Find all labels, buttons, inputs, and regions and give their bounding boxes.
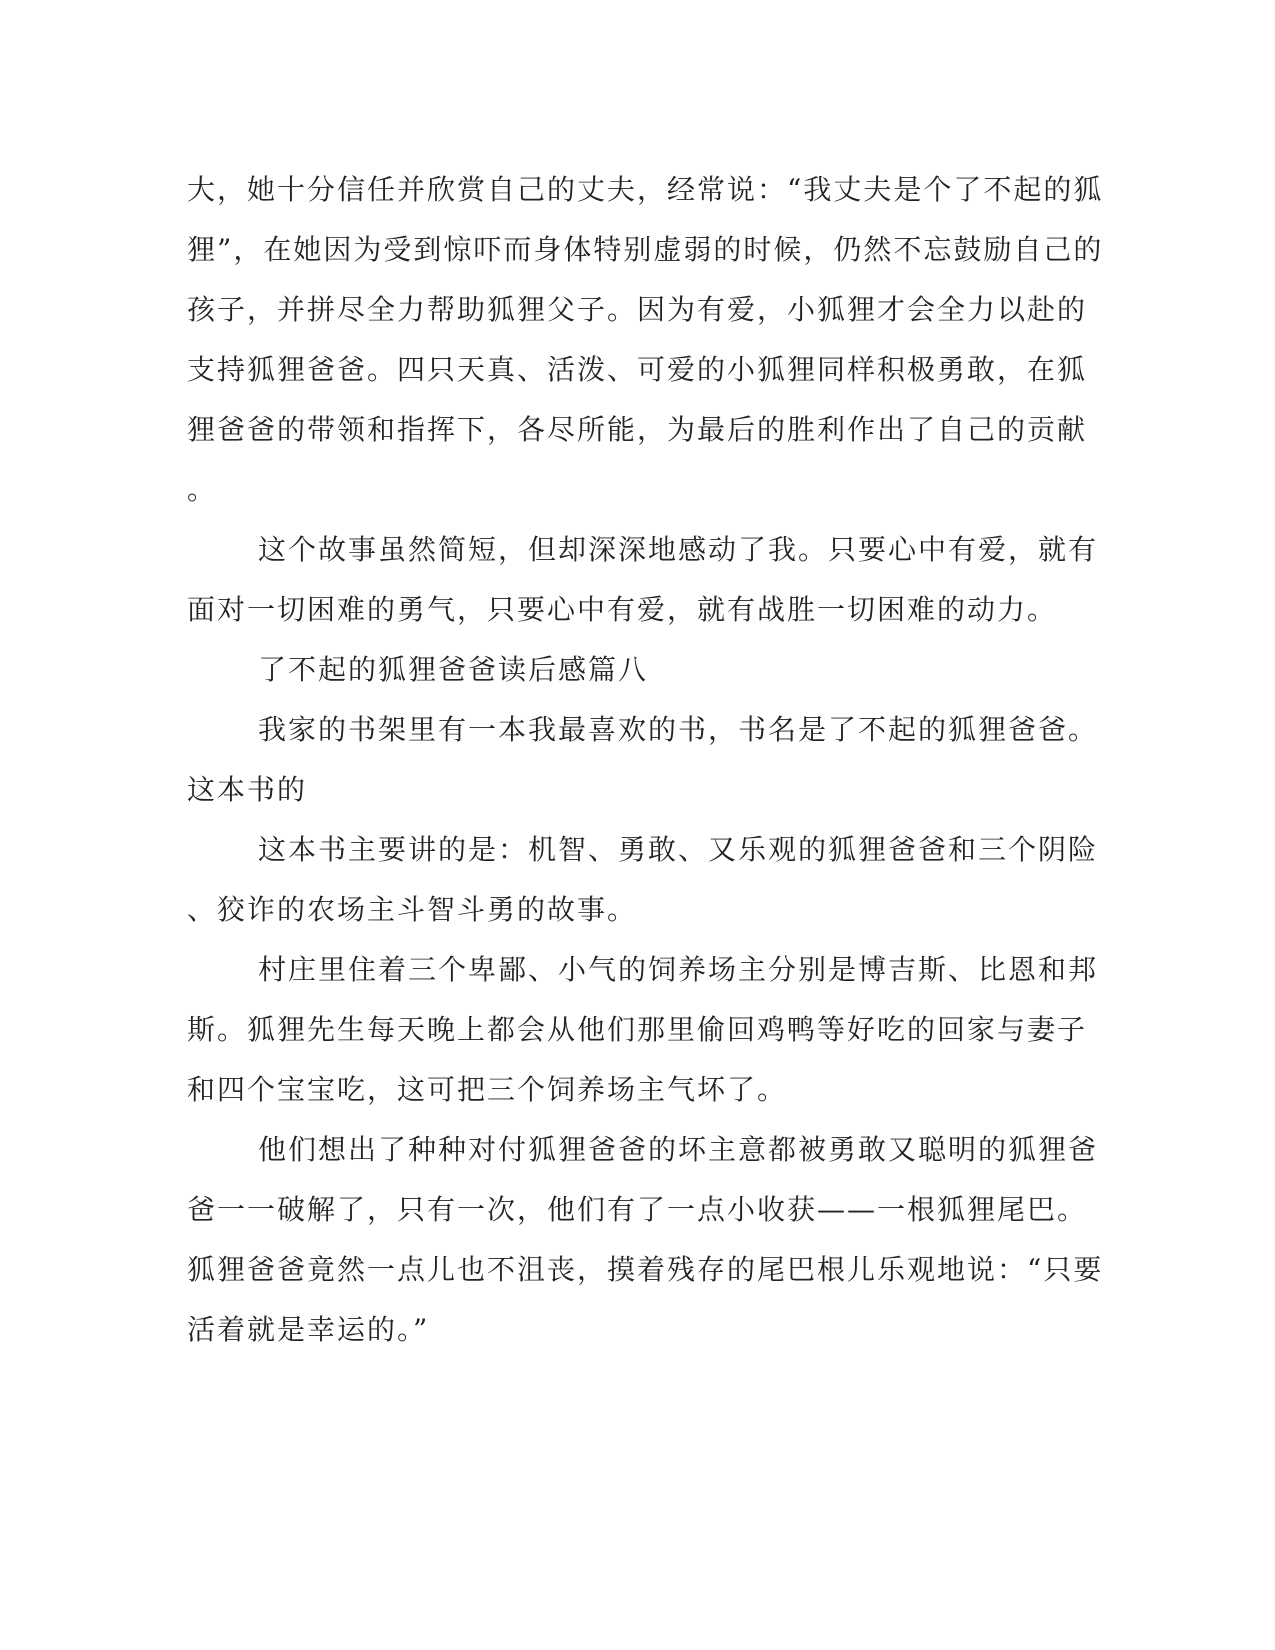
text-line: 、狡诈的农场主斗智斗勇的故事。 — [187, 893, 638, 926]
text-line: 孩子，并拼尽全力帮助狐狸父子。因为有爱，小狐狸才会全力以赴的 — [187, 293, 1088, 326]
text-line: 和四个宝宝吃，这可把三个饲养场主气坏了。 — [187, 1073, 788, 1106]
text-line: 面对一切困难的勇气，只要心中有爱，就有战胜一切困难的动力。 — [187, 593, 1058, 626]
paragraph-start-line: 村庄里住着三个卑鄙、小气的饲养场主分别是博吉斯、比恩和邦 — [258, 953, 1099, 986]
text-line: 这本书的 — [187, 773, 308, 806]
body-text — [187, 160, 1104, 1360]
text-line: 斯。狐狸先生每天晚上都会从他们那里偷回鸡鸭等好吃的回家与妻子 — [187, 1013, 1088, 1046]
paragraph-start-line: 这个故事虽然简短，但却深深地感动了我。只要心中有爱，就有 — [258, 533, 1099, 566]
text-line: 狐狸爸爸竟然一点儿也不沮丧，摸着残存的尾巴根儿乐观地说：“只要 — [187, 1253, 1104, 1286]
paragraph-start-line: 他们想出了种种对付狐狸爸爸的坏主意都被勇敢又聪明的狐狸爸 — [258, 1133, 1099, 1166]
text-line: 大，她十分信任并欣赏自己的丈夫，经常说：“我丈夫是个了不起的狐 — [187, 173, 1104, 206]
text-line: 狸”，在她因为受到惊吓而身体特别虚弱的时候，仍然不忘鼓励自己的 — [187, 233, 1104, 266]
text-line: 活着就是幸运的。” — [187, 1313, 430, 1346]
paragraph-start-line: 这本书主要讲的是：机智、勇敢、又乐观的狐狸爸爸和三个阴险 — [258, 833, 1099, 866]
paragraph-start-line: 我家的书架里有一本我最喜欢的书，书名是了不起的狐狸爸爸。 — [258, 713, 1099, 746]
text-line: 支持狐狸爸爸。四只天真、活泼、可爱的小狐狸同样积极勇敢，在狐 — [187, 353, 1088, 386]
text-line: 爸一一破解了，只有一次，他们有了一点小收获——一根狐狸尾巴。 — [187, 1193, 1088, 1226]
text-line: 狸爸爸的带领和指挥下，各尽所能，为最后的胜利作出了自己的贡献 — [187, 413, 1088, 446]
text-line: 。 — [187, 473, 218, 506]
section-heading: 了不起的狐狸爸爸读后感篇八 — [258, 653, 649, 686]
